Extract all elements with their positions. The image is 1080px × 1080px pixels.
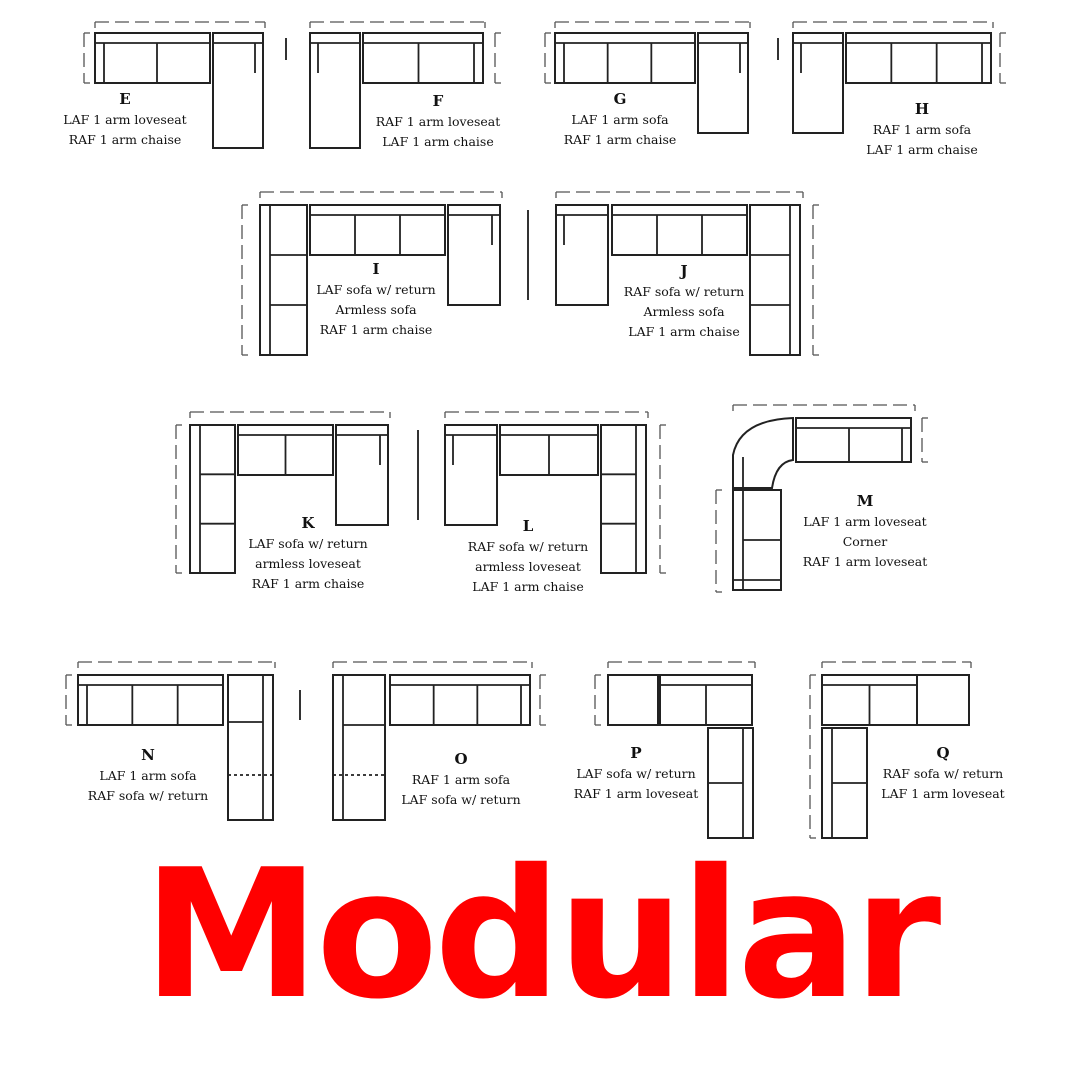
config-piece-line: LAF sofa w/ return: [576, 766, 696, 781]
config-j-label: [624, 260, 744, 342]
sofa-section: [750, 205, 800, 355]
config-letter: G: [613, 90, 627, 108]
sofa-section: [95, 33, 210, 83]
sofa-section: [555, 33, 695, 83]
sofa-section: [228, 675, 273, 820]
config-piece-line: RAF 1 arm sofa: [872, 122, 972, 137]
sofa-section: [190, 425, 235, 573]
config-piece-line: LAF 1 arm chaise: [628, 324, 740, 339]
config-o-label: [401, 748, 520, 810]
config-piece-line: Armless sofa: [643, 304, 725, 319]
config-k-label: [248, 512, 367, 594]
config-e-label: [63, 88, 186, 150]
config-piece-line: RAF 1 arm chaise: [251, 576, 365, 591]
config-letter: I: [372, 260, 380, 278]
sofa-section: [260, 205, 307, 355]
return-section: [917, 675, 969, 725]
config-piece-line: RAF sofa w/ return: [467, 539, 589, 554]
page-title: Modular: [142, 831, 938, 1038]
sofa-section: [363, 33, 483, 83]
config-piece-line: LAF sofa w/ return: [316, 282, 436, 297]
config-q-label: [881, 742, 1004, 804]
config-piece-line: LAF 1 arm sofa: [571, 112, 669, 127]
config-piece-line: LAF 1 arm loveseat: [803, 514, 927, 529]
config-piece-line: LAF 1 arm loveseat: [63, 112, 187, 127]
config-f-label: [376, 90, 501, 152]
config-piece-line: LAF sofa w/ return: [401, 792, 521, 807]
config-letter: H: [914, 100, 930, 118]
config-piece-line: RAF sofa w/ return: [623, 284, 745, 299]
config-letter: J: [680, 262, 688, 280]
config-piece-line: RAF 1 arm sofa: [411, 772, 511, 787]
sofa-section: [333, 675, 385, 820]
sofa-section: [846, 33, 991, 83]
config-piece-line: RAF 1 arm loveseat: [573, 786, 699, 801]
config-g-label: [564, 88, 677, 150]
config-letter: N: [141, 746, 155, 764]
config-p-label: [574, 742, 699, 804]
config-piece-line: RAF sofa w/ return: [87, 788, 209, 803]
sofa-section: [78, 675, 223, 725]
sofa-section: [310, 205, 445, 255]
sofa-section: [390, 675, 530, 725]
config-piece-line: LAF 1 arm chaise: [866, 142, 978, 157]
return-section: [608, 675, 658, 725]
config-piece-line: LAF sofa w/ return: [248, 536, 368, 551]
sofa-section: [612, 205, 747, 255]
config-letter: E: [119, 90, 131, 108]
config-piece-line: LAF 1 arm chaise: [382, 134, 494, 149]
config-piece-line: Corner: [842, 534, 888, 549]
config-piece-line: LAF 1 arm sofa: [99, 768, 197, 783]
config-piece-line: armless loveseat: [255, 556, 361, 571]
config-m-label: [803, 490, 928, 572]
config-piece-line: RAF sofa w/ return: [882, 766, 1004, 781]
config-i-label: [316, 258, 435, 340]
config-piece-line: armless loveseat: [475, 559, 581, 574]
config-piece-line: RAF 1 arm chaise: [68, 132, 182, 147]
config-h-label: [866, 98, 977, 160]
config-letter: K: [301, 514, 315, 532]
config-letter: Q: [936, 744, 950, 762]
config-piece-line: RAF 1 arm chaise: [319, 322, 433, 337]
config-piece-line: RAF 1 arm loveseat: [802, 554, 928, 569]
config-piece-line: RAF 1 arm chaise: [563, 132, 677, 147]
config-letter: F: [432, 92, 444, 110]
config-piece-line: Armless sofa: [335, 302, 417, 317]
config-l-label: [468, 515, 588, 597]
config-piece-line: LAF 1 arm chaise: [472, 579, 584, 594]
config-letter: M: [856, 492, 874, 510]
config-letter: L: [522, 517, 534, 535]
sofa-section: [796, 418, 911, 462]
config-piece-line: RAF 1 arm loveseat: [375, 114, 501, 129]
config-piece-line: LAF 1 arm loveseat: [881, 786, 1005, 801]
config-n-label: [88, 744, 208, 806]
corner-piece: [733, 418, 793, 488]
config-letter: O: [454, 750, 468, 768]
config-letter: P: [630, 744, 642, 762]
sofa-section: [601, 425, 646, 573]
